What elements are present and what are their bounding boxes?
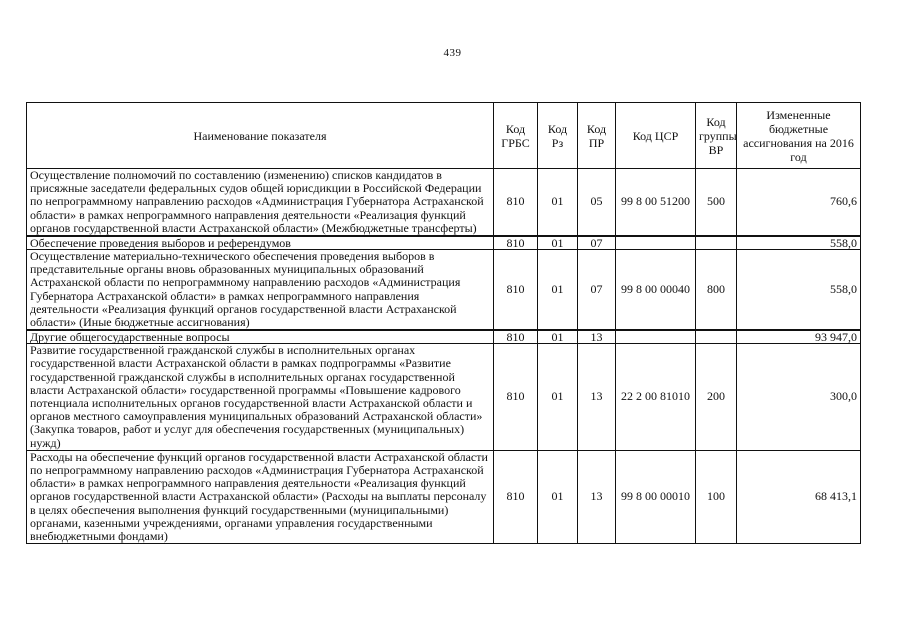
row-csr: 99 8 00 00040: [616, 250, 696, 331]
table-row: [27, 344, 861, 451]
row-sum: 300,0: [737, 344, 861, 451]
row-vr: [696, 236, 737, 250]
header-name: Наименование показателя: [27, 103, 494, 169]
row-name: Осуществление материально-технического обеспечения проведения выборов в представительные органы вновь образованных муниципальных образований Астраханской области по непрограммному направлению расходов «Администрация Губернатора Астраханской области» в рамках непрограммного направления деятельности «Реализация функций органов государственной власти Астраханской области» (Иные бюджетные ассигнования): [27, 250, 494, 331]
table-row: [27, 250, 861, 331]
page-number: 439: [443, 47, 462, 59]
header-rz: Код Рз: [538, 103, 578, 169]
row-pr: 13: [578, 344, 616, 451]
header-sum: Измененные бюджетные ассигнования на 2016 год: [737, 103, 861, 169]
row-sum: 68 413,1: [737, 450, 861, 543]
row-csr: [616, 236, 696, 250]
row-rz: 01: [538, 169, 578, 237]
row-csr: [616, 330, 696, 344]
budget-table: [26, 102, 861, 544]
table-row: [27, 236, 861, 250]
row-csr: 22 2 00 81010: [616, 344, 696, 451]
row-pr: 05: [578, 169, 616, 237]
table-header-row: [27, 103, 861, 169]
row-vr: 500: [696, 169, 737, 237]
row-pr: 07: [578, 236, 616, 250]
row-grbs: 810: [494, 236, 538, 250]
table-row: [27, 330, 861, 344]
row-vr: 800: [696, 250, 737, 331]
row-rz: 01: [538, 450, 578, 543]
row-csr: 99 8 00 51200: [616, 169, 696, 237]
row-pr: 13: [578, 450, 616, 543]
row-name: Расходы на обеспечение функций органов государственной власти Астраханской области по непрограммному направлению расходов «Администрация Губернатора Астраханской области» в рамках непрограммного направления деятельности «Реализация функций органов государственной власти Астраханской области» (Расходы на выплаты персоналу в целях обеспечения выполнения функций государственными (муниципальными) органами, казенными учреждениями, органами управления государственными внебюджетными фондами): [27, 450, 494, 543]
row-vr: 100: [696, 450, 737, 543]
row-rz: 01: [538, 344, 578, 451]
row-rz: 01: [538, 330, 578, 344]
row-vr: [696, 330, 737, 344]
row-name: Обеспечение проведения выборов и референдумов: [27, 236, 494, 250]
row-grbs: 810: [494, 330, 538, 344]
header-csr: Код ЦСР: [616, 103, 696, 169]
row-pr: 07: [578, 250, 616, 331]
table-row: [27, 450, 861, 543]
table-row: [27, 169, 861, 237]
row-vr: 200: [696, 344, 737, 451]
row-sum: 558,0: [737, 236, 861, 250]
row-grbs: 810: [494, 250, 538, 331]
row-name: Другие общегосударственные вопросы: [27, 330, 494, 344]
header-grbs: Код ГРБС: [494, 103, 538, 169]
row-csr: 99 8 00 00010: [616, 450, 696, 543]
row-sum: 93 947,0: [737, 330, 861, 344]
header-vr: Код группы ВР: [696, 103, 737, 169]
row-name: Развитие государственной гражданской службы в исполнительных органах государственной власти Астраханской области в рамках подпрограммы «Развитие государственной гражданской службы в исполнительных органах государственной власти Астраханской области» государственной программы «Повышение кадрового потенциала исполнительных органов государственной власти Астраханской области и органов местного самоуправления муниципальных образований Астраханской области» (Закупка товаров, работ и услуг для обеспечения государственных (муниципальных) нужд): [27, 344, 494, 451]
row-rz: 01: [538, 250, 578, 331]
row-name: Осуществление полномочий по составлению (изменению) списков кандидатов в присяжные заседатели федеральных судов общей юрисдикции в Российской Федерации по непрограммному направлению расходов «Администрация Губернатора Астраханской области» в рамках непрограммного направления деятельности «Реализация функций органов государственной власти Астраханской области» (Межбюджетные трансферты): [27, 169, 494, 237]
row-sum: 558,0: [737, 250, 861, 331]
header-pr: Код ПР: [578, 103, 616, 169]
row-rz: 01: [538, 236, 578, 250]
row-grbs: 810: [494, 450, 538, 543]
row-pr: 13: [578, 330, 616, 344]
row-sum: 760,6: [737, 169, 861, 237]
row-grbs: 810: [494, 169, 538, 237]
row-grbs: 810: [494, 344, 538, 451]
